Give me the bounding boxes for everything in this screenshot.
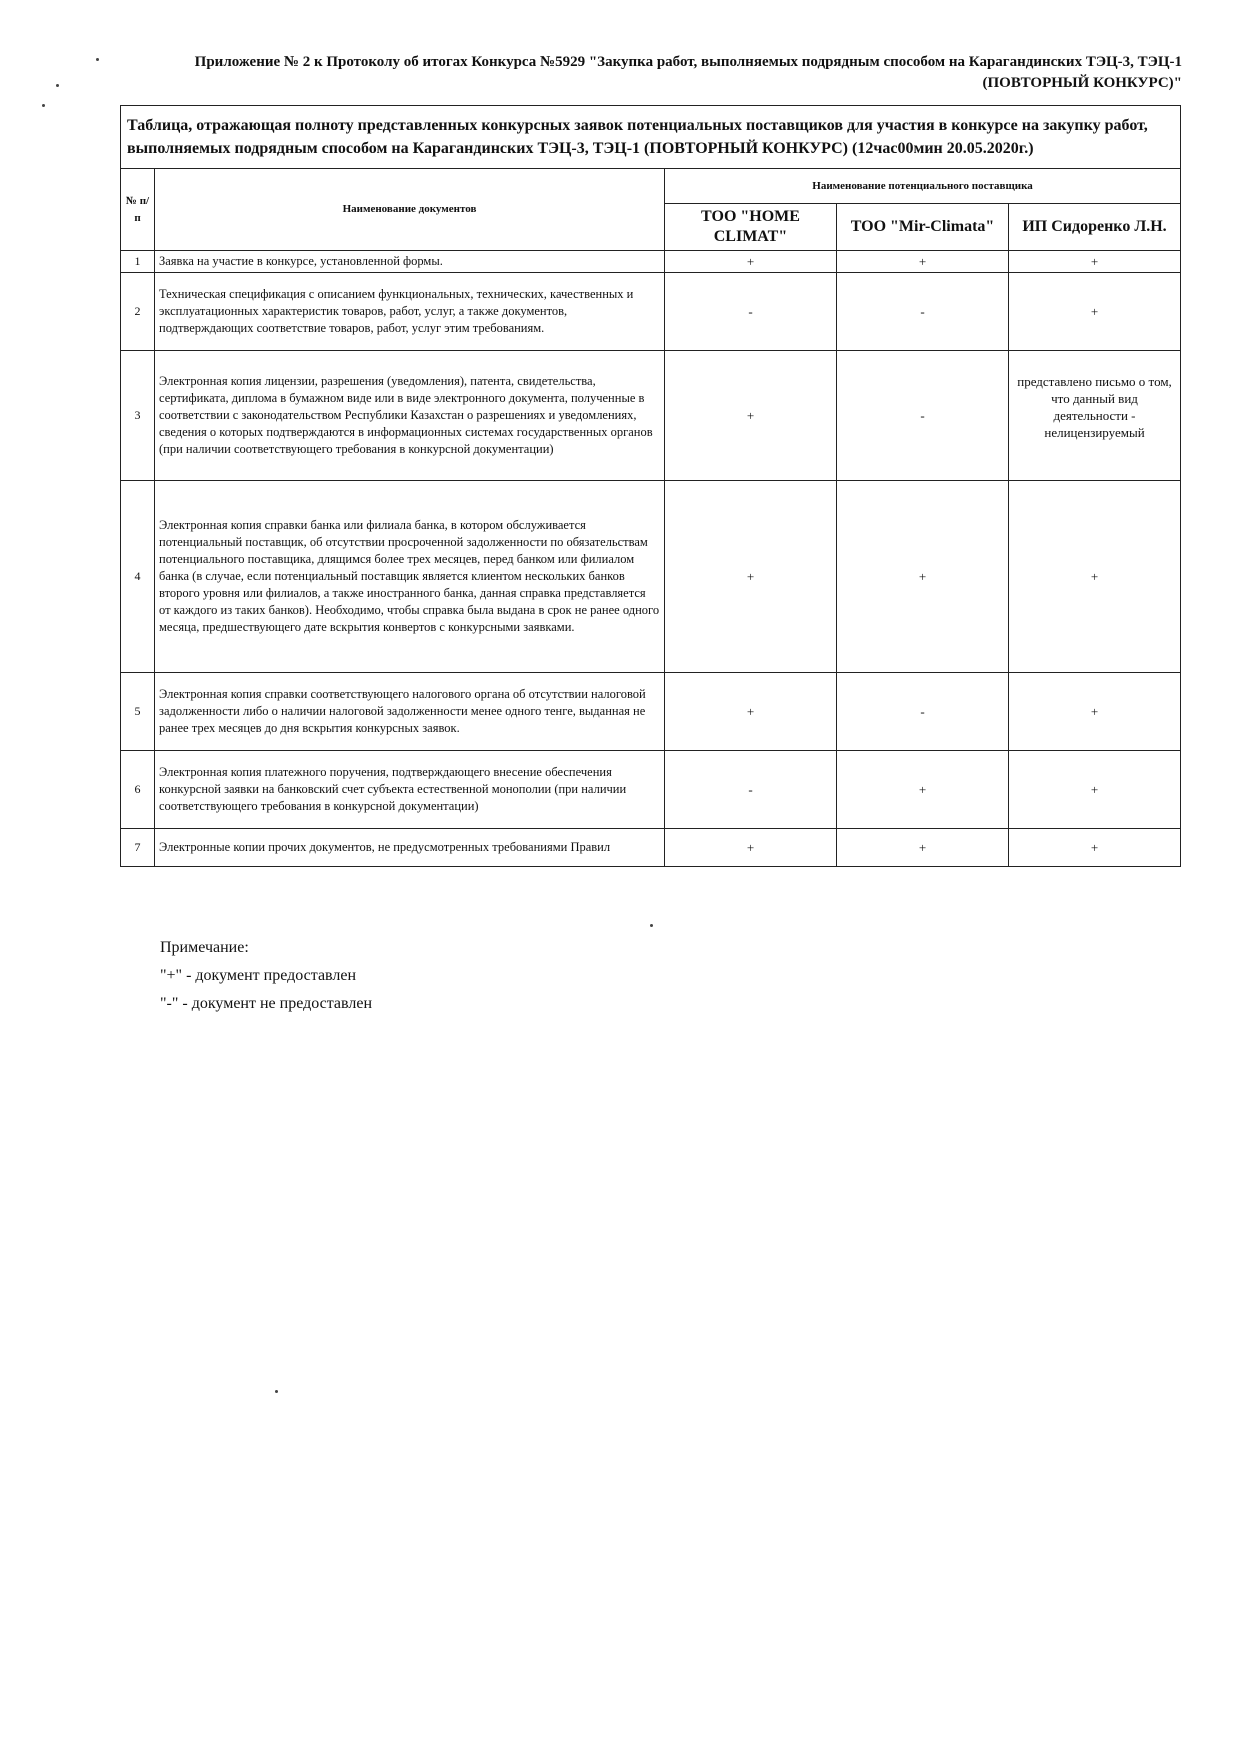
table-row: [121, 251, 1181, 273]
row-value-supplier-1: +: [665, 251, 837, 273]
row-document: Электронная копия лицензии, разрешения (уведомления), патента, свидетельства, сертификата, диплома в бумажном виде или в виде электронного документа, полученные в соответствии с законодательством Республики Казахстан о разрешениях и уведомлениях, сведения о которых подтверждаются в информационных системах государственных органов (при наличии соответствующего требования в конкурсной документации): [155, 351, 665, 481]
col-docs-header: Наименование документов: [155, 169, 665, 251]
row-document: Электронная копия справки соответствующего налогового органа об отсутствии налоговой задолженности либо о наличии налоговой задолженности менее одного тенге, выданная не ранее трех месяцев до дня вскрытия конкурсных заявок.: [155, 673, 665, 751]
supplier-header-1: ТОО "HOME CLIMAT": [665, 204, 837, 251]
table-row: [121, 751, 1181, 829]
row-number: 2: [121, 273, 155, 351]
table-row: [121, 829, 1181, 867]
row-value-supplier-2: -: [837, 351, 1009, 481]
col-num-header: № п/п: [121, 169, 155, 251]
row-number: 7: [121, 829, 155, 867]
row-document: Электронная копия справки банка или филиала банка, в котором обслуживается потенциальный поставщик, об отсутствии просроченной задолженности по обязательствам потенциального поставщика, длящимся более трех месяцев, перед банком или филиалом банка (в случае, если потенциальный поставщик является клиентом нескольких банков второго уровня или филиалов, а также иностранного банка, данная справка представляется от каждого из таких банков). Необходимо, чтобы справка была выдана в срок не ранее одного месяца, предшествующего дате вскрытия конвертов с конкурсными заявками.: [155, 481, 665, 673]
row-document: Техническая спецификация с описанием функциональных, технических, качественных и эксплуатационных характеристик товаров, работ, услуг, а также документов, подтверждающих соответствие товаров, работ, услуг этим требованиям.: [155, 273, 665, 351]
row-value-supplier-2: -: [837, 673, 1009, 751]
table-row: [121, 273, 1181, 351]
row-value-supplier-3: +: [1009, 673, 1181, 751]
row-number: 4: [121, 481, 155, 673]
row-value-supplier-3: +: [1009, 251, 1181, 273]
row-value-supplier-2: +: [837, 481, 1009, 673]
row-value-supplier-3: +: [1009, 829, 1181, 867]
note-title: Примечание:: [160, 939, 249, 956]
table-row: [121, 673, 1181, 751]
row-value-supplier-2: +: [837, 829, 1009, 867]
row-number: 5: [121, 673, 155, 751]
supplier-header-2: ТОО "Mir-Climata": [837, 204, 1009, 251]
row-value-supplier-1: +: [665, 481, 837, 673]
row-value-supplier-1: +: [665, 673, 837, 751]
row-value-supplier-1: +: [665, 351, 837, 481]
scan-speck: [96, 58, 99, 61]
legend-note: [160, 934, 372, 1018]
note-minus-legend: "-" - документ не предоставлен: [160, 995, 373, 1012]
col-suppliers-header: Наименование потенциального поставщика: [665, 169, 1181, 204]
table-title-row: [121, 106, 1181, 169]
row-value-supplier-1: -: [665, 273, 837, 351]
row-value-supplier-3: +: [1009, 751, 1181, 829]
row-value-supplier-1: +: [665, 829, 837, 867]
row-document: Электронные копии прочих документов, не предусмотренных требованиями Правил: [155, 829, 665, 867]
completeness-table: [120, 105, 1181, 867]
scan-speck: [650, 924, 653, 927]
scan-speck: [275, 1390, 278, 1393]
scan-speck: [56, 84, 59, 87]
table-row: [121, 351, 1181, 481]
scan-speck: [42, 104, 45, 107]
row-document: Заявка на участие в конкурсе, установленной формы.: [155, 251, 665, 273]
row-value-supplier-2: -: [837, 273, 1009, 351]
row-number: 1: [121, 251, 155, 273]
row-value-supplier-3: представлено письмо о том, что данный вид деятельности - нелицензируемый: [1009, 351, 1181, 481]
row-value-supplier-2: +: [837, 751, 1009, 829]
row-value-supplier-1: -: [665, 751, 837, 829]
row-value-supplier-3: +: [1009, 273, 1181, 351]
supplier-header-3: ИП Сидоренко Л.Н.: [1009, 204, 1181, 251]
row-number: 6: [121, 751, 155, 829]
document-header: Приложение № 2 к Протоколу об итогах Конкурса №5929 "Закупка работ, выполняемых подрядным способом на Карагандинских ТЭЦ-3, ТЭЦ-1 (ПОВТОРНЫЙ КОНКУРС)": [194, 54, 1182, 91]
table-title: Таблица, отражающая полноту представленных конкурсных заявок потенциальных поставщиков для участия в конкурсе на закупку работ, выполняемых подрядным способом на Карагандинских ТЭЦ-3, ТЭЦ-1 (ПОВТОРНЫЙ КОНКУРС) (12час00мин 20.05.2020г.): [121, 106, 1181, 169]
row-value-supplier-2: +: [837, 251, 1009, 273]
row-value-supplier-3: +: [1009, 481, 1181, 673]
table-row: [121, 481, 1181, 673]
row-number: 3: [121, 351, 155, 481]
row-document: Электронная копия платежного поручения, подтверждающего внесение обеспечения конкурсной заявки на банковский счет субъекта естественной монополии (при наличии соответствующего требования в конкурсной документации): [155, 751, 665, 829]
header-row-1: [121, 169, 1181, 204]
note-plus-legend: "+" - документ предоставлен: [160, 967, 357, 984]
